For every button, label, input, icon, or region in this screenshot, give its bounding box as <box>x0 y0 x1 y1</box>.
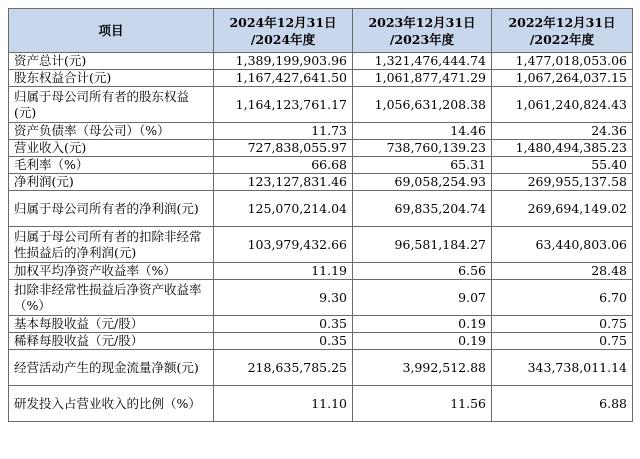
row-label: 净利润(元) <box>9 174 214 191</box>
value-2024: 11.10 <box>214 386 353 422</box>
value-2024: 1,164,123,761.17 <box>214 87 353 123</box>
value-2022: 6.70 <box>492 280 633 316</box>
row-label: 扣除非经常性损益后净资产收益率（%） <box>9 280 214 316</box>
value-2024: 727,838,055.97 <box>214 140 353 157</box>
value-2024: 1,167,427,641.50 <box>214 70 353 87</box>
value-2023: 11.56 <box>353 386 492 422</box>
table-row <box>9 123 633 140</box>
table-row <box>9 280 633 316</box>
header-date: 2022年12月31日 <box>508 14 616 30</box>
value-2024: 125,070,214.04 <box>214 191 353 227</box>
header-period-2022 <box>492 9 633 53</box>
row-label: 基本每股收益（元/股） <box>9 316 214 333</box>
table-row <box>9 263 633 280</box>
value-2022: 1,067,264,037.15 <box>492 70 633 87</box>
value-2022: 6.88 <box>492 386 633 422</box>
table-row <box>9 350 633 386</box>
value-2022: 28.48 <box>492 263 633 280</box>
value-2022: 269,955,137.58 <box>492 174 633 191</box>
value-2024: 123,127,831.46 <box>214 174 353 191</box>
value-2022: 1,480,494,385.23 <box>492 140 633 157</box>
value-2023: 69,835,204.74 <box>353 191 492 227</box>
table-row <box>9 157 633 174</box>
financial-data-table <box>8 8 633 422</box>
header-period-2024 <box>214 9 353 53</box>
value-2022: 0.75 <box>492 333 633 350</box>
value-2024: 11.19 <box>214 263 353 280</box>
row-label: 归属于母公司所有者的股东权益(元) <box>9 87 214 123</box>
value-2024: 11.73 <box>214 123 353 140</box>
header-period-2023 <box>353 9 492 53</box>
table-row <box>9 140 633 157</box>
table-row <box>9 333 633 350</box>
value-2024: 0.35 <box>214 333 353 350</box>
row-label: 研发投入占营业收入的比例（%） <box>9 386 214 422</box>
value-2023: 6.56 <box>353 263 492 280</box>
value-2023: 96,581,184.27 <box>353 227 492 263</box>
header-date: 2023年12月31日 <box>368 14 476 30</box>
financial-table-container <box>8 8 633 422</box>
table-row <box>9 87 633 123</box>
row-label: 归属于母公司所有者的净利润(元) <box>9 191 214 227</box>
header-item: 项目 <box>9 9 214 53</box>
table-row <box>9 191 633 227</box>
value-2023: 1,061,877,471.29 <box>353 70 492 87</box>
value-2022: 24.36 <box>492 123 633 140</box>
value-2023: 14.46 <box>353 123 492 140</box>
row-label: 资产负债率（母公司）（%） <box>9 123 214 140</box>
table-row <box>9 70 633 87</box>
value-2024: 218,635,785.25 <box>214 350 353 386</box>
value-2023: 0.19 <box>353 316 492 333</box>
table-row <box>9 174 633 191</box>
value-2023: 3,992,512.88 <box>353 350 492 386</box>
value-2023: 738,760,139.23 <box>353 140 492 157</box>
value-2024: 1,389,199,903.96 <box>214 53 353 70</box>
value-2022: 0.75 <box>492 316 633 333</box>
value-2023: 1,321,476,444.74 <box>353 53 492 70</box>
row-label: 稀释每股收益（元/股） <box>9 333 214 350</box>
row-label: 营业收入(元) <box>9 140 214 157</box>
row-label: 归属于母公司所有者的扣除非经常性损益后的净利润(元) <box>9 227 214 263</box>
row-label: 股东权益合计(元) <box>9 70 214 87</box>
row-label: 加权平均净资产收益率（%） <box>9 263 214 280</box>
value-2023: 9.07 <box>353 280 492 316</box>
value-2024: 9.30 <box>214 280 353 316</box>
value-2022: 1,061,240,824.43 <box>492 87 633 123</box>
value-2022: 1,477,018,053.06 <box>492 53 633 70</box>
value-2022: 55.40 <box>492 157 633 174</box>
table-row <box>9 53 633 70</box>
value-2023: 0.19 <box>353 333 492 350</box>
row-label: 经营活动产生的现金流量净额(元) <box>9 350 214 386</box>
value-2024: 103,979,432.66 <box>214 227 353 263</box>
value-2022: 63,440,803.06 <box>492 227 633 263</box>
header-year: /2022年度 <box>529 31 595 47</box>
row-label: 资产总计(元) <box>9 53 214 70</box>
header-year: /2023年度 <box>389 31 455 47</box>
value-2023: 1,056,631,208.38 <box>353 87 492 123</box>
value-2022: 269,694,149.02 <box>492 191 633 227</box>
table-header-row <box>9 9 633 53</box>
table-row <box>9 316 633 333</box>
value-2022: 343,738,011.14 <box>492 350 633 386</box>
value-2024: 0.35 <box>214 316 353 333</box>
value-2023: 65.31 <box>353 157 492 174</box>
table-row <box>9 227 633 263</box>
header-date: 2024年12月31日 <box>229 14 337 30</box>
row-label: 毛利率（%） <box>9 157 214 174</box>
value-2024: 66.68 <box>214 157 353 174</box>
table-row <box>9 386 633 422</box>
header-year: /2024年度 <box>250 31 316 47</box>
value-2023: 69,058,254.93 <box>353 174 492 191</box>
